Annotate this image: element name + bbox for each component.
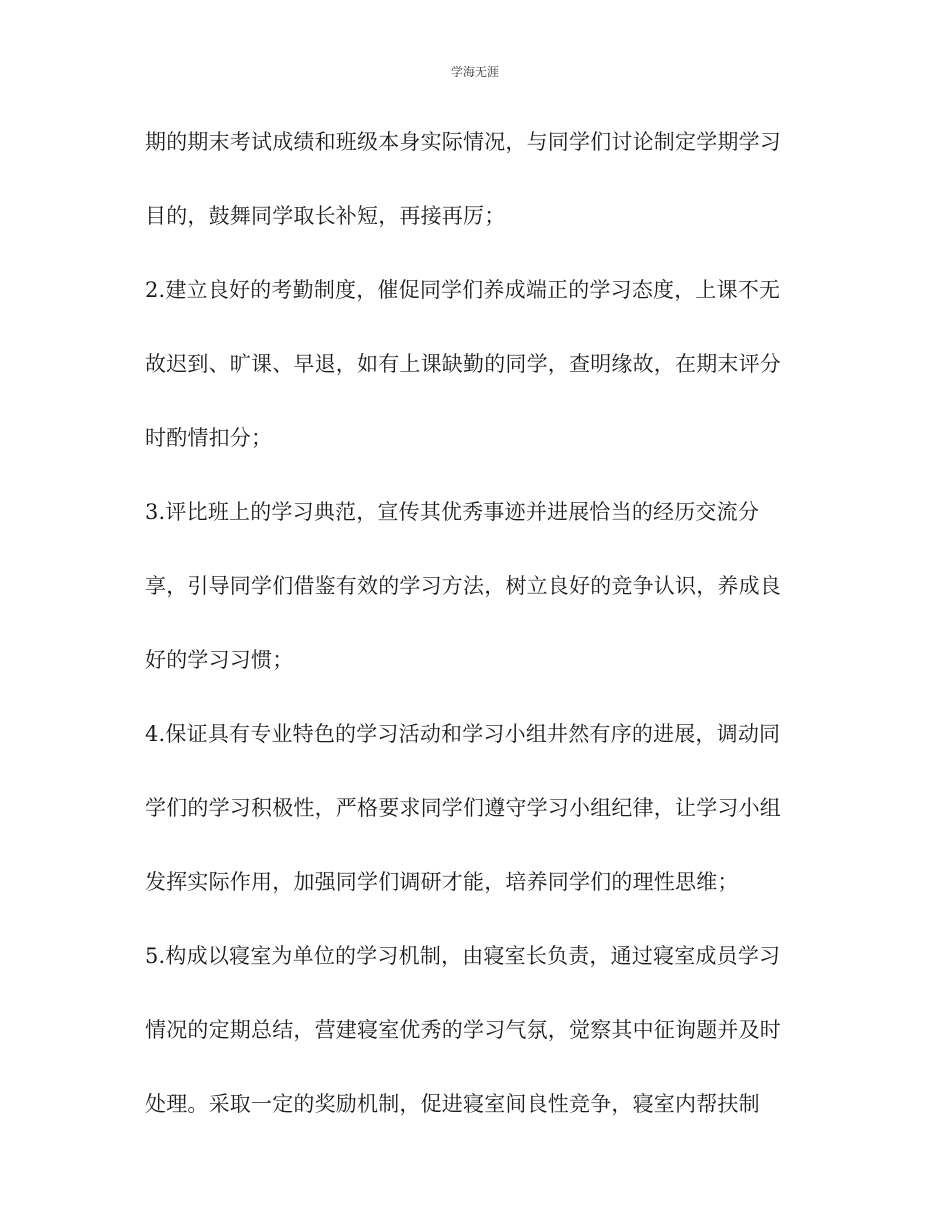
text-line: 情况的定期总结，营建寝室优秀的学习气氛，觉察其中征询题并及时 [145,1018,781,1042]
text-line: 处理。采取一定的奖励机制，促进寝室间良性竞争，寝室内帮扶制 [145,1092,760,1116]
text-line: 享，引导同学们借鉴有效的学习方法，树立良好的竞争认识，养成良 [145,574,781,598]
text-line: 好的学习习惯； [145,648,294,672]
text-line: 5.构成以寝室为单位的学习机制，由寝室长负责，通过寝室成员学习 [145,944,781,968]
page-header: 学海无涯 [450,65,499,79]
text-line: 4.保证具有专业特色的学习活动和学习小组井然有序的进展，调动同 [145,722,781,746]
text-line: 期的期末考试成绩和班级本身实际情况，与同学们讨论制定学期学习 [145,130,781,154]
text-line: 目的，鼓舞同学取长补短，再接再厉； [145,204,506,228]
text-line: 2.建立良好的考勤制度，催促同学们养成端正的学习态度，上课不无 [145,278,781,302]
text-line: 故迟到、旷课、早退，如有上课缺勤的同学，查明缘故，在期末评分 [145,352,781,376]
text-line: 发挥实际作用，加强同学们调研才能，培养同学们的理性思维； [145,870,739,894]
text-line: 学们的学习积极性，严格要求同学们遵守学习小组纪律，让学习小组 [145,796,781,820]
text-line: 3.评比班上的学习典范，宣传其优秀事迹并进展恰当的经历交流分 [145,500,760,524]
text-line: 时酌情扣分； [145,426,273,450]
document-body [145,124,805,1160]
